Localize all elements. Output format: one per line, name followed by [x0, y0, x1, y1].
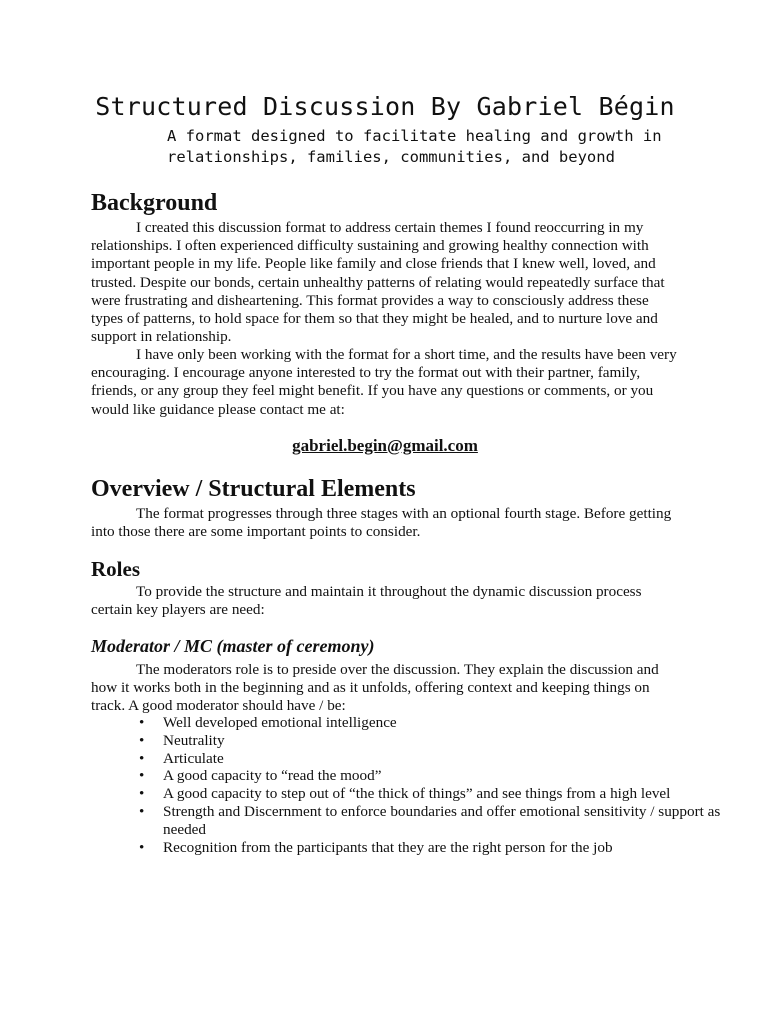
moderator-paragraph: The moderators role is to preside over the discussion. They explain the discussion and how it works both in the beginning and as it unfolds, offering context and keeping things on track. A good moderator should have / be:: [91, 661, 659, 715]
document-subtitle: A format designed to facilitate healing and growth in relationships, families, communities, and beyond: [167, 127, 662, 166]
bullet-icon: •: [139, 714, 145, 731]
list-item: [139, 731, 753, 750]
bullet-icon: •: [139, 802, 145, 820]
background-heading: Background: [91, 190, 218, 216]
contact-email-link[interactable]: gabriel.begin@gmail.com: [292, 436, 478, 455]
list-item-text: Neutrality: [163, 731, 225, 749]
list-item: [139, 838, 753, 857]
roles-paragraph: To provide the structure and maintain it throughout the dynamic discussion process certain key players are need:: [91, 583, 642, 619]
list-item: [139, 802, 753, 839]
document-title: Structured Discussion By Gabriel Bégin: [95, 92, 675, 121]
list-item: [139, 714, 753, 732]
list-item-text: A good capacity to “read the mood”: [163, 767, 382, 785]
list-item-text: Strength and Discernment to enforce boundaries and offer emotional sensitivity / support as needed: [163, 802, 721, 838]
list-item-text: Well developed emotional intelligence: [163, 714, 397, 731]
overview-paragraph: The format progresses through three stages with an optional fourth stage. Before getting into those there are some important points to consider.: [91, 505, 672, 541]
list-item-text: A good capacity to step out of “the thick of things” and see things from a high level: [163, 785, 671, 803]
moderator-qualities-list: [91, 714, 753, 856]
list-item: [139, 767, 753, 785]
list-item: [139, 749, 753, 768]
bullet-icon: •: [139, 749, 145, 767]
bullet-icon: •: [139, 785, 145, 803]
overview-heading: Overview / Structural Elements: [91, 476, 416, 502]
background-paragraph-2: I have only been working with the format for a short time, and the results have been very encouraging. I encourage anyone interested to try the format out with their partner, family, friends, or any group they feel might benefit. If you have any questions or comments, or you would like guidance please contact me at:: [91, 346, 677, 418]
bullet-icon: •: [139, 767, 145, 785]
list-item-text: Articulate: [163, 749, 224, 767]
list-item-text: Recognition from the participants that they are the right person for the job: [163, 838, 613, 856]
roles-heading: Roles: [91, 557, 140, 581]
bullet-icon: •: [139, 838, 145, 856]
bullet-icon: •: [139, 731, 145, 749]
background-paragraph-1: I created this discussion format to address certain themes I found reoccurring in my relationships. I often experienced difficulty sustaining and growing healthy connection with important people in my life. People like family and close friends that I knew well, loved, and trusted. Despite our bonds, certain unhealthy patterns of relating would repeatedly surface that were frustrating and disheartening. This format provides a way to consciously address these types of patterns, to hold space for them so that they might be healed, and to nurture love and support in relationship.: [91, 219, 665, 346]
moderator-heading: Moderator / MC (master of ceremony): [91, 636, 375, 656]
list-item: [139, 785, 753, 803]
